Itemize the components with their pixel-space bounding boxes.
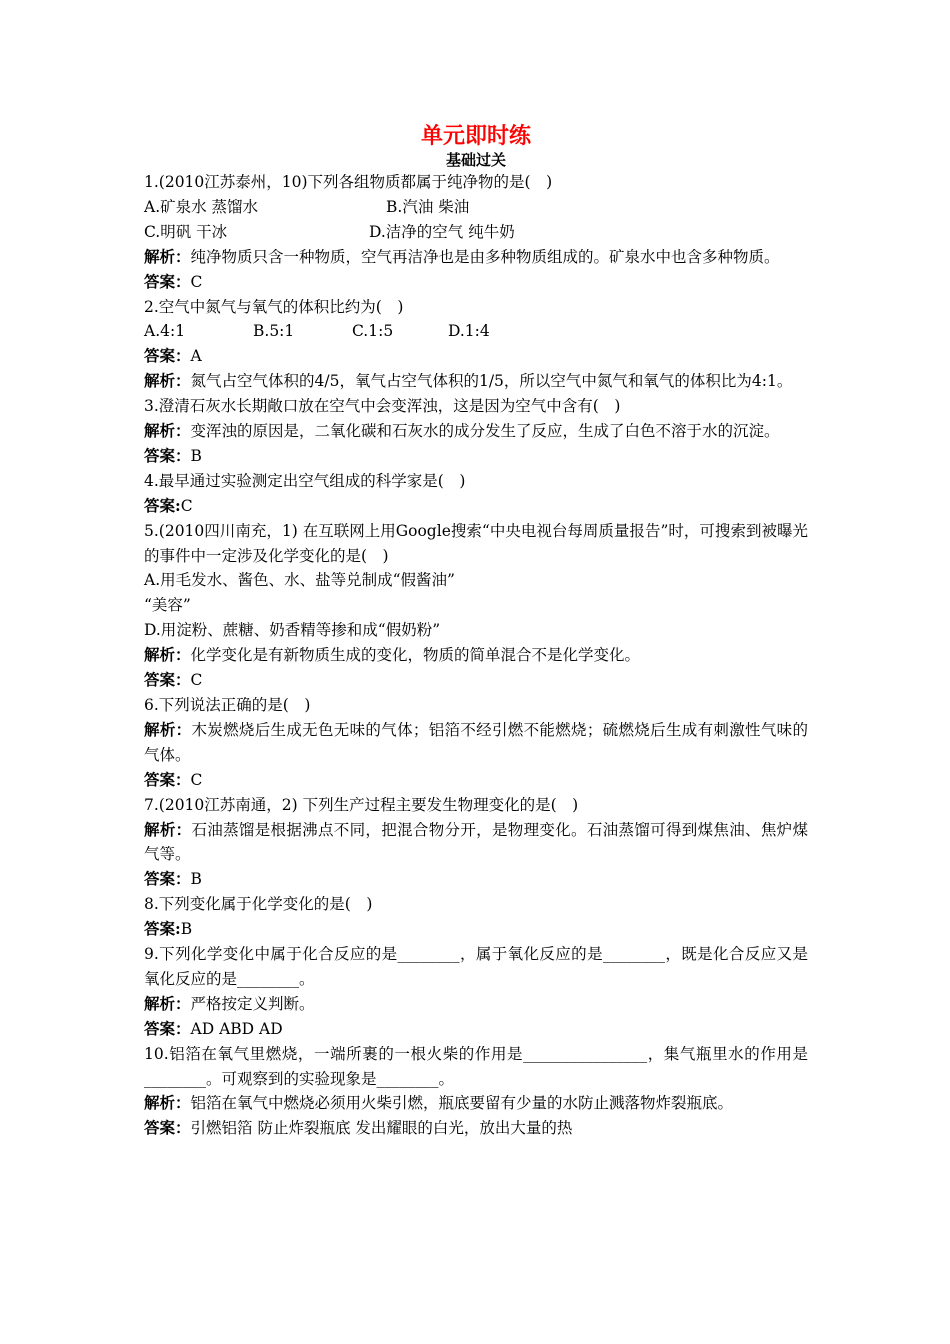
question-5-option-fragment: “美容” xyxy=(144,596,191,615)
analysis-label: 解析： xyxy=(144,819,192,839)
question-7-stem: 7.(2010江苏南通，2) 下列生产过程主要发生物理变化的是( ) xyxy=(144,795,579,814)
question-2-option-c: C.1:5 xyxy=(352,322,394,341)
question-5-answer xyxy=(144,668,808,693)
question-4-answer xyxy=(144,494,808,519)
question-1-options-row-1 xyxy=(144,195,808,220)
question-1-options-row-2 xyxy=(144,220,808,245)
question-2-analysis xyxy=(144,369,808,394)
answer-text: B xyxy=(180,920,193,939)
question-5-option-d: D.用淀粉、蔗糖、奶香精等掺和成“假奶粉” xyxy=(144,621,441,640)
answer-text: A xyxy=(190,347,202,366)
answer-text: C xyxy=(180,496,193,515)
analysis-text: 严格按定义判断。 xyxy=(190,994,315,1013)
answer-label: 答案： xyxy=(144,1118,191,1138)
question-9-analysis xyxy=(144,992,808,1017)
question-9-answer xyxy=(144,1017,808,1042)
answer-label: 答案： xyxy=(144,445,191,465)
question-3-answer xyxy=(144,444,808,469)
analysis-text: 铝箔在氧气中燃烧必须用火柴引燃，瓶底要留有少量的水防止溅落物炸裂瓶底。 xyxy=(190,1094,734,1113)
question-5-analysis xyxy=(144,643,808,668)
answer-text: B xyxy=(190,446,202,465)
answer-text: C xyxy=(190,770,203,789)
analysis-text: 石油蒸馏是根据沸点不同，把混合物分开，是物理变化。石油蒸馏可得到煤焦油、焦炉煤气等。 xyxy=(144,820,808,864)
analysis-label: 解析： xyxy=(144,993,191,1013)
answer-label: 答案： xyxy=(144,869,191,889)
question-6-analysis xyxy=(144,718,808,768)
analysis-label: 解析： xyxy=(144,719,192,739)
answer-label: 答案： xyxy=(144,670,191,690)
question-1-stem: 1.(2010江苏泰州，10)下列各组物质都属于纯净物的是( ) xyxy=(144,173,553,191)
answer-label: 答案： xyxy=(144,271,191,291)
question-10-answer xyxy=(144,1116,808,1141)
question-1-answer xyxy=(144,270,808,295)
answer-label: 答案: xyxy=(144,495,181,515)
question-5-option-a: A.用毛发水、酱色、水、盐等兑制成“假酱油” xyxy=(144,571,455,590)
answer-label: 答案： xyxy=(144,346,191,366)
question-7-analysis xyxy=(144,818,808,868)
page-title: 单元即时练 xyxy=(420,123,531,149)
answer-text: AD ABD AD xyxy=(190,1019,283,1038)
question-10-analysis xyxy=(144,1091,808,1116)
question-8-stem: 8.下列变化属于化学变化的是( ) xyxy=(144,895,373,914)
question-2-answer xyxy=(144,344,808,369)
question-3-analysis xyxy=(144,419,808,444)
question-6-stem: 6.下列说法正确的是( ) xyxy=(144,695,311,714)
document-page xyxy=(144,122,808,1141)
question-2-option-d: D.1:4 xyxy=(448,322,490,341)
question-2-option-b: B.5:1 xyxy=(253,322,295,341)
question-9-stem: 9.下列化学变化中属于化合反应的是________，属于氧化反应的是________，既是化合反应又是氧化反应的是________。 xyxy=(144,945,808,988)
answer-text: C xyxy=(190,671,203,690)
answer-label: 答案： xyxy=(144,769,191,789)
question-7-answer xyxy=(144,867,808,892)
answer-text: C xyxy=(190,272,203,291)
question-10-stem: 10.铝箔在氧气里燃烧，一端所裹的一根火柴的作用是________________，集气瓶里水的作用是________。可观察到的实验现象是________。 xyxy=(144,1044,808,1088)
analysis-text: 木炭燃烧后生成无色无味的气体；铝箔不经引燃不能燃烧；硫燃烧后生成有刺激性气味的气体。 xyxy=(144,720,808,764)
question-3-stem: 3.澄清石灰水长期敞口放在空气中会变浑浊，这是因为空气中含有( ) xyxy=(144,397,621,416)
analysis-label: 解析： xyxy=(144,645,191,665)
question-1-analysis xyxy=(144,245,808,270)
section-subtitle: 基础过关 xyxy=(445,151,506,169)
analysis-label: 解析： xyxy=(144,246,191,266)
answer-text: 引燃铝箔 防止炸裂瓶底 发出耀眼的白光，放出大量的热 xyxy=(190,1119,573,1138)
question-6-answer xyxy=(144,768,808,793)
question-1-option-c: C.明矾 干冰 xyxy=(144,222,228,241)
analysis-label: 解析： xyxy=(144,1093,191,1113)
analysis-text: 纯净物质只含一种物质，空气再洁净也是由多种物质组成的。矿泉水中也含多种物质。 xyxy=(190,247,780,266)
question-2-stem: 2.空气中氮气与氧气的体积比约为( ) xyxy=(144,297,404,316)
question-2-option-a: A.4:1 xyxy=(144,322,186,341)
answer-text: B xyxy=(190,870,202,889)
question-5-stem: 5.(2010四川南充，1) 在互联网上用Google搜索“中央电视台每周质量报告”时，可搜索到被曝光的事件中一定涉及化学变化的是( ) xyxy=(144,521,808,565)
analysis-label: 解析： xyxy=(144,371,191,391)
question-4-stem: 4.最早通过实验测定出空气组成的科学家是( ) xyxy=(144,471,466,490)
question-1-option-b: B.汽油 柴油 xyxy=(386,197,470,216)
answer-label: 答案： xyxy=(144,1018,191,1038)
analysis-text: 化学变化是有新物质生成的变化，物质的简单混合不是化学变化。 xyxy=(190,646,641,665)
question-1-option-d: D.洁净的空气 纯牛奶 xyxy=(369,222,515,241)
question-1-option-a: A.矿泉水 蒸馏水 xyxy=(144,197,259,216)
analysis-label: 解析： xyxy=(144,421,191,441)
answer-label: 答案: xyxy=(144,919,181,939)
question-8-answer xyxy=(144,917,808,942)
analysis-text: 变浑浊的原因是，二氧化碳和石灰水的成分发生了反应，生成了白色不溶于水的沉淀。 xyxy=(190,422,780,441)
analysis-text: 氮气占空气体积的4/5，氧气占空气体积的1/5，所以空气中氮气和氧气的体积比为4:1。 xyxy=(190,372,793,391)
question-2-options xyxy=(144,319,808,344)
